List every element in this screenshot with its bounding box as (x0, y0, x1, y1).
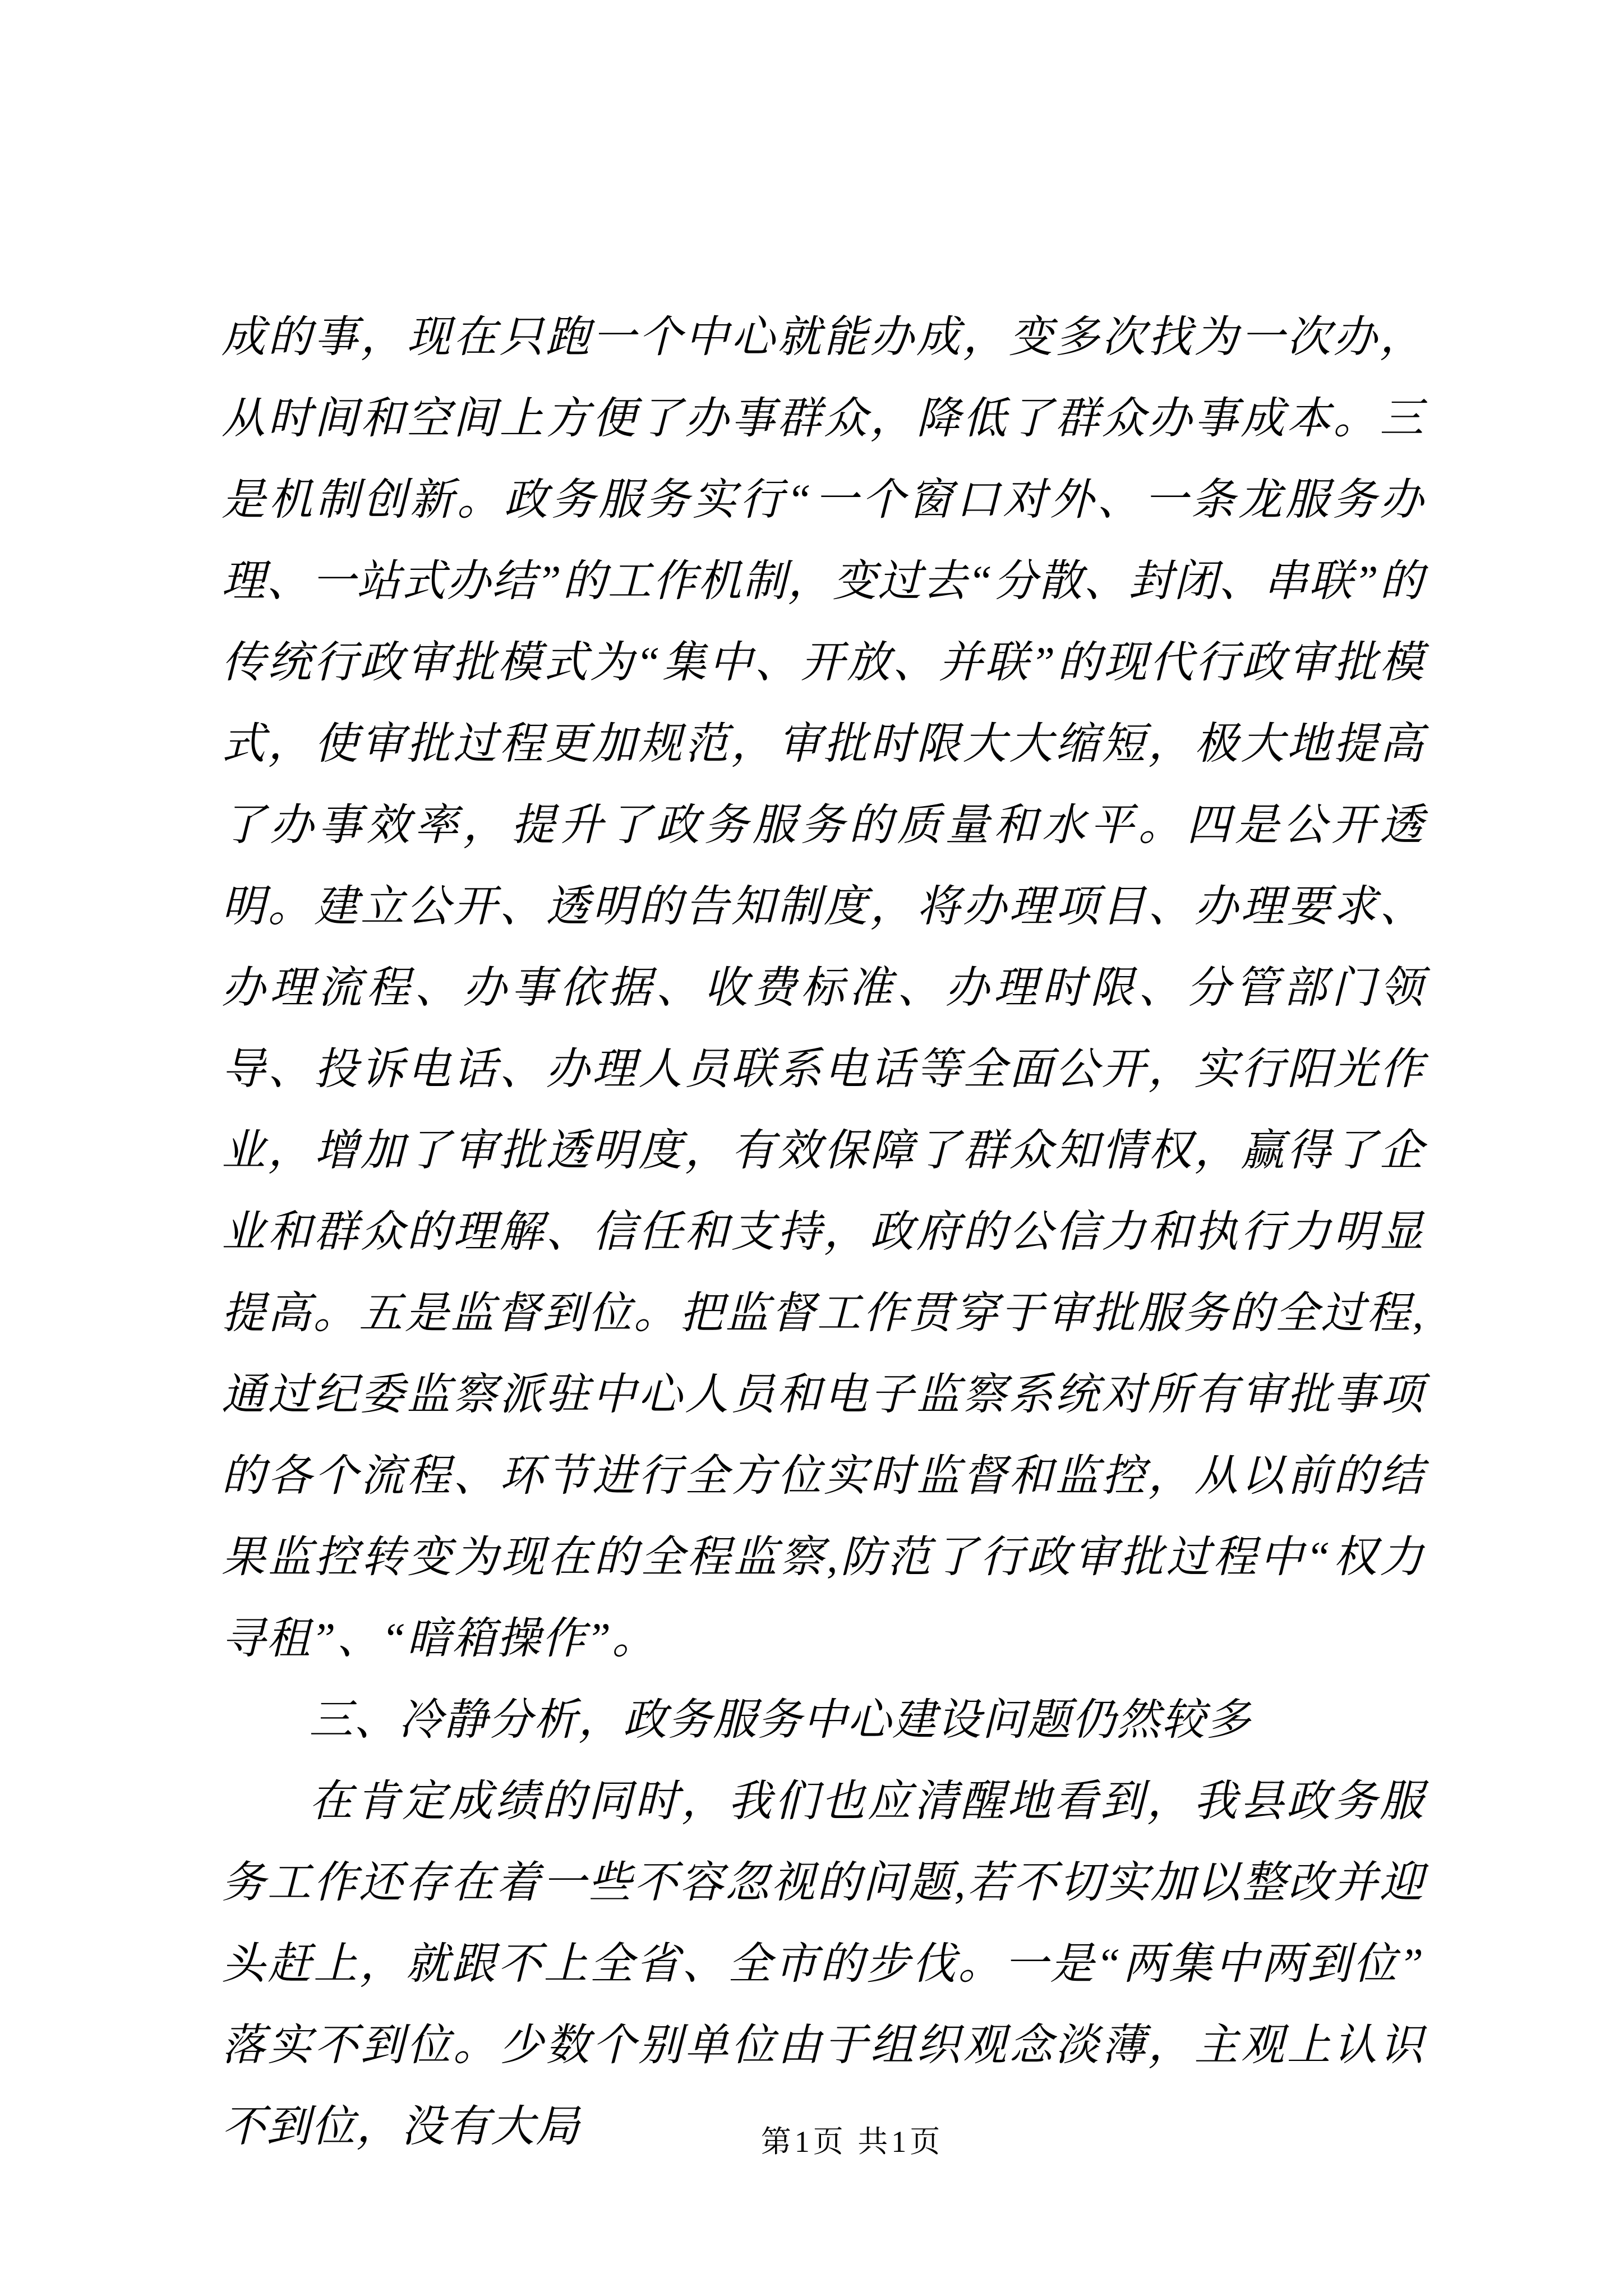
section-heading: 三、冷静分析，政务服务中心建设问题仍然较多 (309, 1695, 1252, 1744)
document-body (222, 296, 1424, 2167)
paragraph-continuation: 成的事，现在只跑一个中心就能办成，变多次找为一次办，从时间和空间上方便了办事群众，降低了群众办事成本。三是机制创新。政务服务实行“一个窗口对外、一条龙服务办理、一站式办结”的工作机制，变过去“分散、封闭、串联”的传统行政审批模式为“集中、开放、并联”的现代行政审批模式，使审批过程更加规范，审批时限大大缩短，极大地提高了办事效率，提升了政务服务的质量和水平。四是公开透明。建立公开、透明的告知制度，将办理项目、办理要求、办理流程、办事依据、收费标准、办理时限、分管部门领导、投诉电话、办理人员联系电话等全面公开，实行阳光作业，增加了审批透明度，有效保障了群众知情权，赢得了企业和群众的理解、信任和支持，政府的公信力和执行力明显提高。五是监督到位。把监督工作贯穿于审批服务的全过程,通过纪委监察派驻中心人员和电子监察系统对所有审批事项的各个流程、环节进行全方位实时监督和监控，从以前的结果监控转变为现在的全程监察,防范了行政审批过程中“权力寻租”、“暗箱操作”。 (222, 312, 1424, 1663)
page-number-indicator: 第1页 共1页 (760, 2125, 944, 2159)
paragraph: 在肯定成绩的同时，我们也应清醒地看到，我县政务服务工作还存在着一些不容忽视的问题,若不切实加以整改并迎头赶上，就跟不上全省、全市的步伐。一是“两集中两到位”落实不到位。少数个别单位由于组织观念淡薄，主观上认识不到位，没有大局 (222, 1777, 1424, 2151)
page-footer (0, 2122, 1623, 2162)
